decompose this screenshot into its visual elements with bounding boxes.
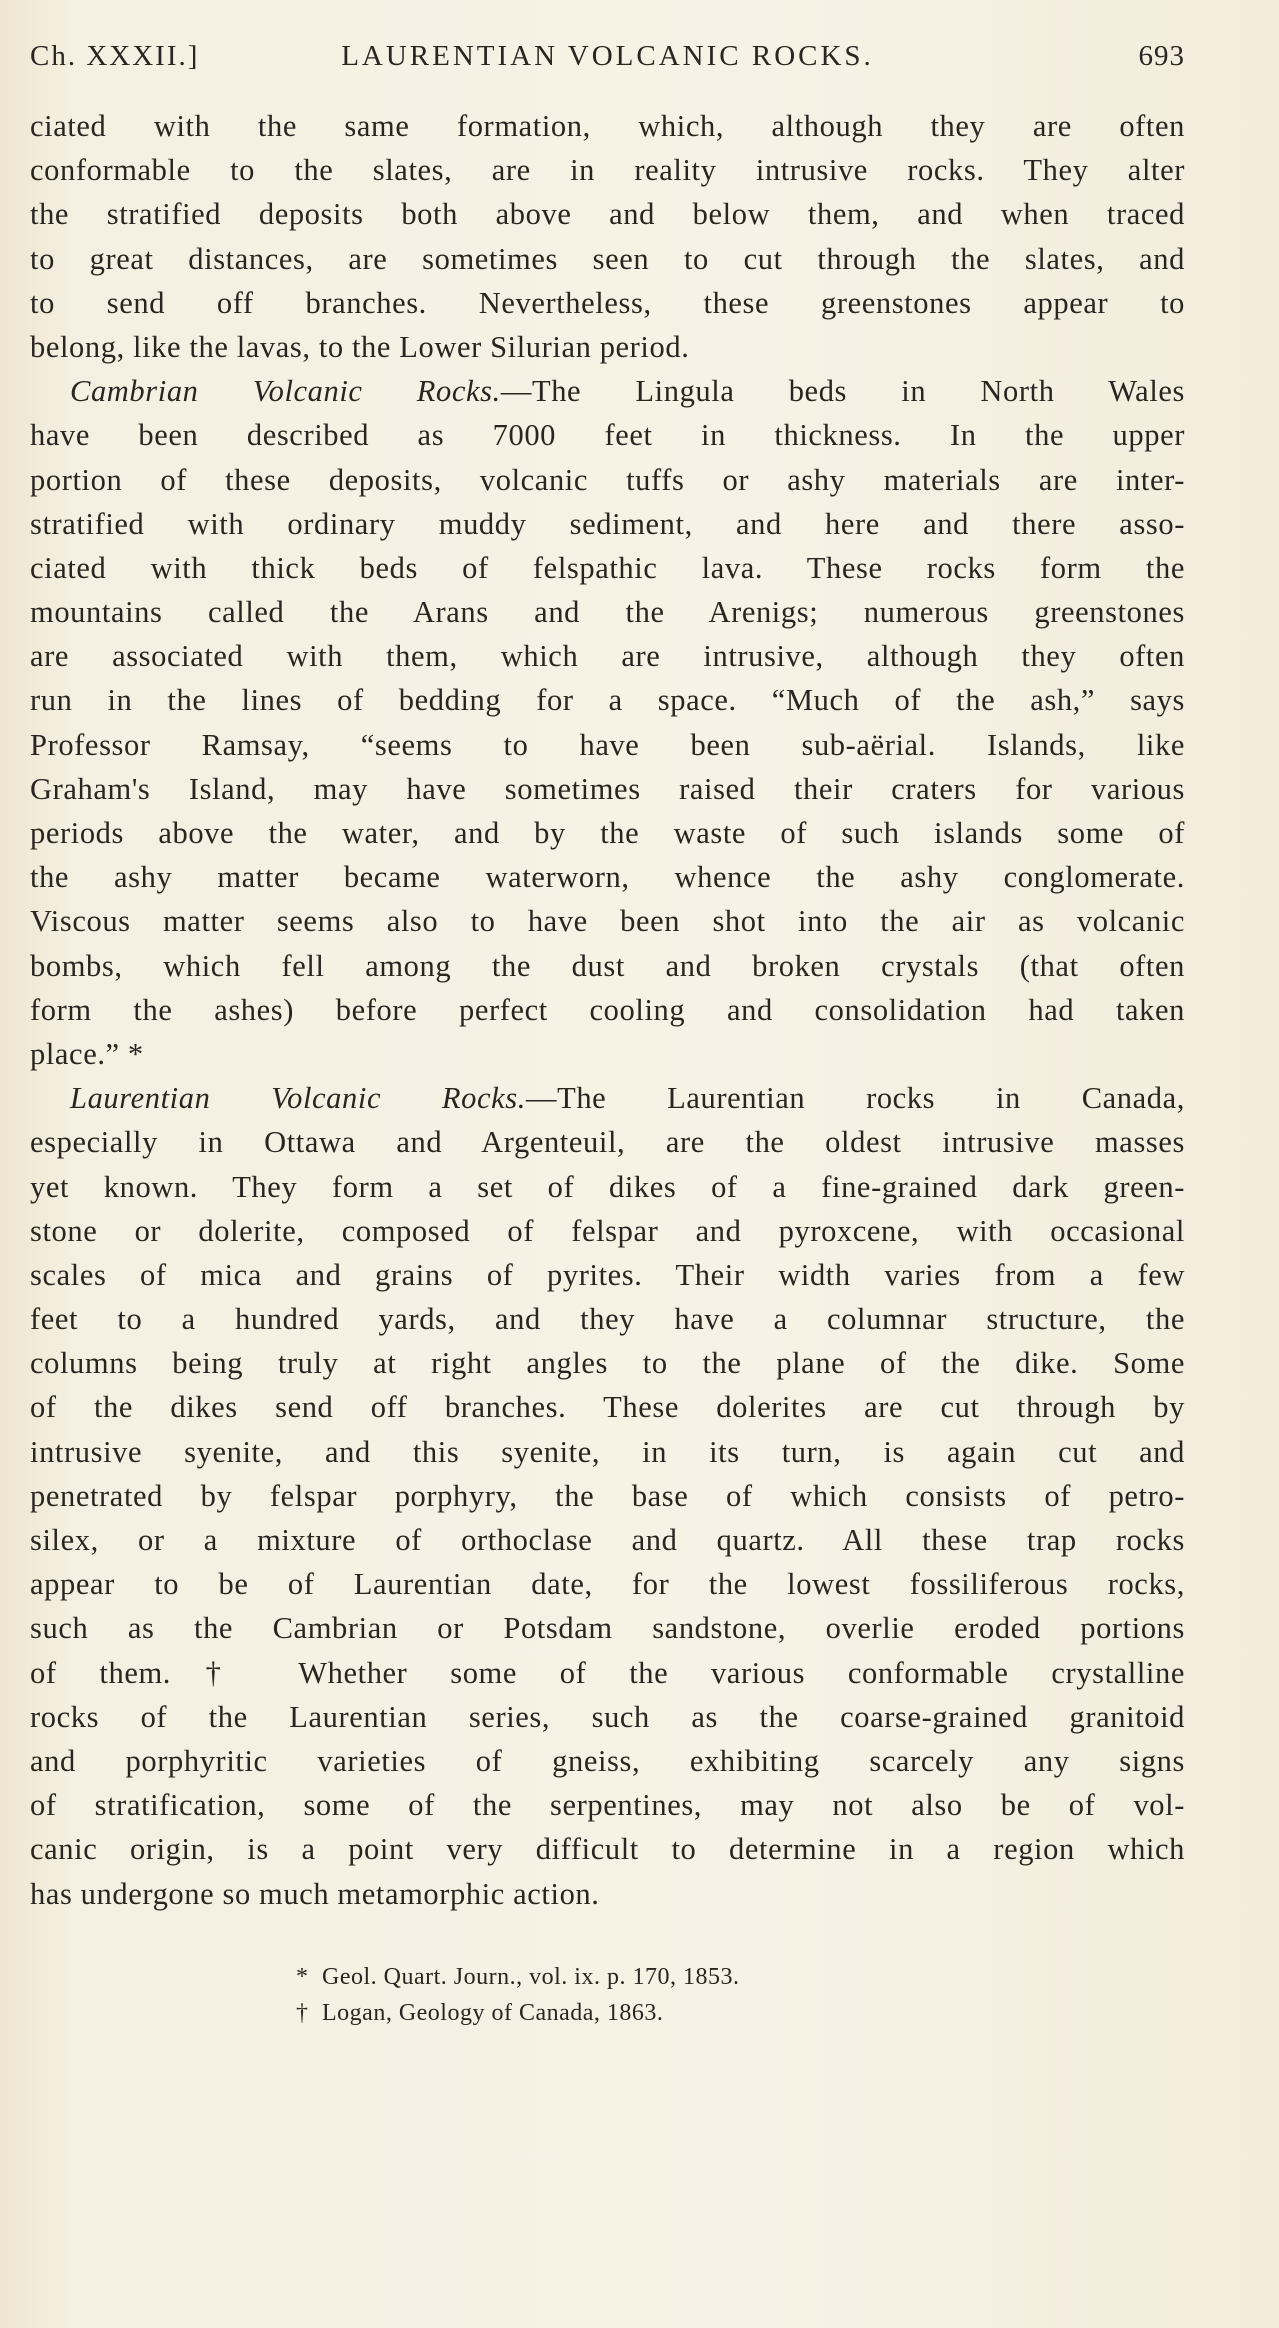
paragraph-continued bbox=[30, 104, 1185, 369]
footnote-dagger bbox=[296, 1995, 739, 2031]
text-line: stratified with ordinary muddy sediment, and here and there asso- bbox=[30, 506, 1185, 541]
running-title: LAURENTIAN VOLCANIC ROCKS. bbox=[341, 40, 874, 72]
footnote-text: Logan, Geology of Canada, 1863. bbox=[322, 2000, 664, 2026]
text-line: rocks of the Laurentian series, such as the coarse-grained granitoid bbox=[30, 1699, 1185, 1734]
chapter-label: Ch. XXXII.] bbox=[30, 40, 200, 72]
heading-continuation: —The Laurentian rocks in Canada, bbox=[525, 1081, 1185, 1116]
text-line: yet known. They form a set of dikes of a fine-grained dark green- bbox=[30, 1169, 1185, 1204]
text-line: intrusive syenite, and this syenite, in its turn, is again cut and bbox=[30, 1434, 1185, 1469]
text-line: run in the lines of bedding for a space. “Much of the ash,” says bbox=[30, 683, 1185, 718]
text-line: has undergone so much metamorphic action. bbox=[30, 1876, 600, 1911]
section-heading-cambrian: Cambrian Volcanic Rocks. bbox=[70, 374, 501, 409]
text-line: the ashy matter became waterworn, whence the ashy conglomerate. bbox=[30, 860, 1185, 895]
text-line: of them.† Whether some of the various conformable crystalline bbox=[30, 1655, 1185, 1690]
text-line: form the ashes) before perfect cooling and consolidation had taken bbox=[30, 992, 1185, 1027]
text-line: scales of mica and grains of pyrites. Their width varies from a few bbox=[30, 1257, 1185, 1292]
text-line: ciated with thick beds of felspathic lava. These rocks form the bbox=[30, 550, 1185, 585]
heading-continuation: —The Lingula beds in North Wales bbox=[500, 374, 1186, 409]
text-line: Viscous matter seems also to have been shot into the air as volcanic bbox=[30, 904, 1185, 939]
text-line: Graham's Island, may have sometimes raised their craters for various bbox=[30, 771, 1185, 806]
text-line: appear to be of Laurentian date, for the lowest fossiliferous rocks, bbox=[30, 1567, 1185, 1602]
text-line: ciated with the same formation, which, although they are often bbox=[30, 109, 1185, 143]
section-heading-laurentian: Laurentian Volcanic Rocks. bbox=[70, 1081, 526, 1116]
text-line: canic origin, is a point very difficult to determine in a region which bbox=[30, 1832, 1185, 1867]
text-line: of stratification, some of the serpentines, may not also be of vol- bbox=[30, 1788, 1185, 1823]
text-line: periods above the water, and by the waste of such islands some of bbox=[30, 816, 1185, 850]
text-line: stone or dolerite, composed of felspar and pyroxcene, with occasional bbox=[30, 1213, 1185, 1248]
text-line: portion of these deposits, volcanic tuffs or ashy materials are inter- bbox=[30, 462, 1185, 497]
footnote-mark: * bbox=[296, 1964, 309, 1990]
text-line: feet to a hundred yards, and they have a columnar structure, the bbox=[30, 1302, 1185, 1337]
text-line: place.” * bbox=[30, 1036, 144, 1071]
text-line: penetrated by felspar porphyry, the base of which consists of petro- bbox=[30, 1478, 1185, 1513]
text-line: are associated with them, which are intrusive, although they often bbox=[30, 639, 1185, 674]
text-line: mountains called the Arans and the Arenigs; numerous greenstones bbox=[30, 595, 1185, 630]
paragraph-laurentian bbox=[30, 1076, 1185, 1916]
text-line: to great distances, are sometimes seen to cut through the slates, and bbox=[30, 241, 1185, 276]
body-text bbox=[30, 104, 1185, 1916]
text-line: to send off branches. Nevertheless, these greenstones appear to bbox=[30, 285, 1185, 320]
text-line: silex, or a mixture of orthoclase and quartz. All these trap rocks bbox=[30, 1523, 1185, 1557]
paragraph-cambrian bbox=[30, 369, 1185, 1076]
text-line: bombs, which fell among the dust and broken crystals (that often bbox=[30, 948, 1185, 983]
text-line: have been described as 7000 feet in thickness. In the upper bbox=[30, 418, 1185, 453]
text-line: belong, like the lavas, to the Lower Silurian period. bbox=[30, 329, 690, 364]
text-line: of the dikes send off branches. These dolerites are cut through by bbox=[30, 1390, 1185, 1425]
running-header bbox=[30, 40, 1185, 80]
text-line bbox=[30, 369, 1185, 413]
text-line: Professor Ramsay, “seems to have been sub-aërial. Islands, like bbox=[30, 727, 1185, 762]
footnote-text: Geol. Quart. Journ., vol. ix. p. 170, 1853. bbox=[322, 1964, 740, 1990]
text-line bbox=[30, 1076, 1185, 1120]
text-line: and porphyritic varieties of gneiss, exhibiting scarcely any signs bbox=[30, 1743, 1185, 1778]
page-number: 693 bbox=[1138, 40, 1185, 72]
footnote-mark: † bbox=[296, 2000, 309, 2026]
text-line: conformable to the slates, are in reality intrusive rocks. They alter bbox=[30, 153, 1185, 188]
footnotes bbox=[296, 1959, 739, 2031]
text-line: especially in Ottawa and Argenteuil, are the oldest intrusive masses bbox=[30, 1125, 1185, 1160]
text-line: columns being truly at right angles to the plane of the dike. Some bbox=[30, 1346, 1185, 1381]
text-line: the stratified deposits both above and below them, and when traced bbox=[30, 197, 1185, 232]
footnote-asterisk bbox=[296, 1959, 739, 1995]
text-line: such as the Cambrian or Potsdam sandstone, overlie eroded portions bbox=[30, 1611, 1185, 1646]
